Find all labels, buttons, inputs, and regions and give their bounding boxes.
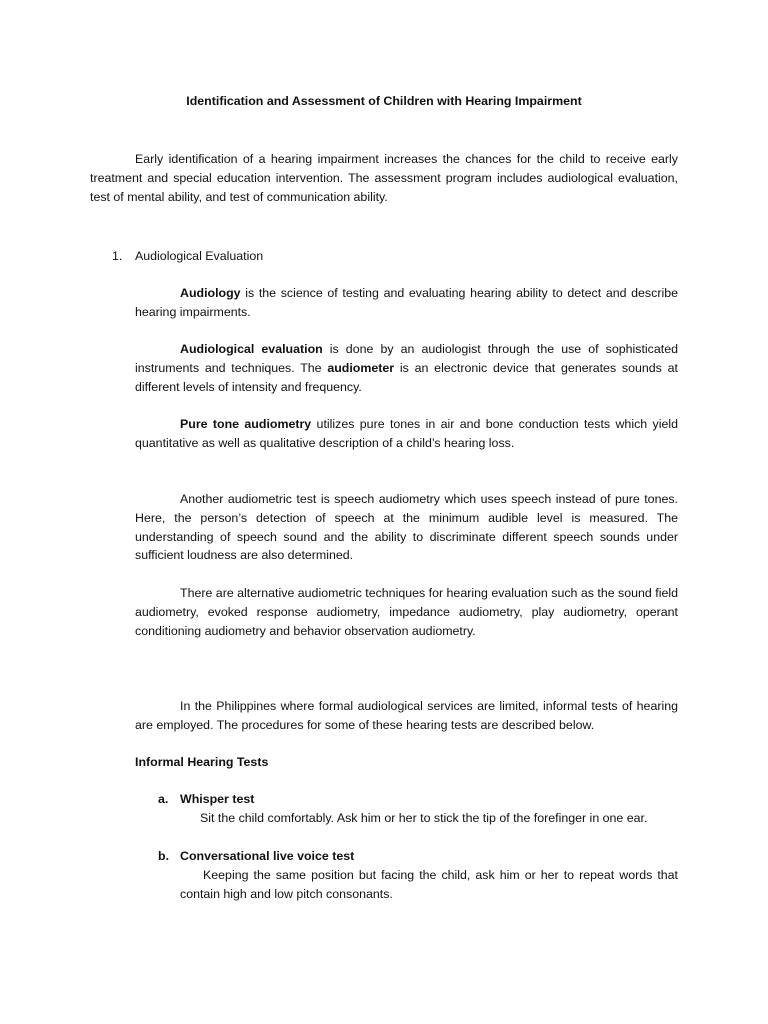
term-audiology: Audiology — [180, 286, 241, 300]
list-item-name: Conversational live voice test — [180, 849, 355, 863]
intro-text: Early identification of a hearing impairment increases the chances for the child to receive early treatment and special education intervention. The assessment program includes audiological evaluation, test of mental ability, and test of communication ability. — [90, 152, 678, 204]
informal-tests-heading: Informal Hearing Tests — [135, 755, 269, 769]
philippines-text: In the Philippines where formal audiological services are limited, informal tests of hearing are employed. The procedures for some of these hearing tests are described below. — [135, 699, 678, 732]
section-number: 1. — [112, 249, 123, 263]
audiology-text: is the science of testing and evaluating hearing ability to detect and describe hearing impairments. — [135, 286, 678, 319]
section-title: Audiological Evaluation — [135, 249, 264, 263]
pure-tone-text: utilizes pure tones in air and bone conduction tests which yield quantitative as well as qualitative description of a child’s hearing loss. — [135, 417, 679, 450]
paragraph-alternative-techniques — [135, 584, 678, 640]
list-item-conversational-test — [158, 847, 678, 903]
list-item-label: b. — [158, 849, 170, 863]
list-item-label: a. — [158, 792, 169, 806]
list-item-body — [158, 866, 678, 904]
document-title: Identification and Assessment of Children with Hearing Impairment — [186, 94, 582, 108]
list-item-text: Sit the child comfortably. Ask him or her to stick the tip of the forefinger in one ear. — [200, 810, 648, 825]
list-item-name: Whisper test — [180, 792, 255, 806]
list-item-whisper-test — [158, 790, 678, 828]
paragraph-pure-tone — [135, 415, 678, 453]
speech-text: Another audiometric test is speech audiometry which uses speech instead of pure tones. Here, the person’s detection of speech at the minimum audible level is measured. The understanding of speech sound and the ability to discriminate different speech sounds under sufficient loudness are also determined. — [135, 492, 678, 563]
paragraph-speech-audiometry — [135, 490, 678, 565]
list-item-text: Keeping the same position but facing the child, ask him or her to repeat words that contain high and low pitch consonants. — [180, 867, 678, 901]
alternative-text: There are alternative audiometric techniques for hearing evaluation such as the sound field audiometry, evoked response audiometry, impedance audiometry, play audiometry, operant conditioning audiometry and behavior observation audiometry. — [135, 586, 678, 638]
intro-paragraph — [90, 150, 678, 206]
list-item-body — [158, 809, 678, 828]
term-pure-tone-audiometry: Pure tone audiometry — [180, 417, 312, 431]
term-audiological-evaluation: Audiological evaluation — [180, 342, 323, 356]
eval-text-1: is done by an audiologist through the use of sophisticated instruments and techniques. The — [135, 342, 678, 375]
eval-text-2: is an electronic device that generates sounds at different levels of intensity and frequency. — [135, 360, 678, 394]
paragraph-philippines — [135, 697, 678, 735]
term-audiometer: audiometer — [327, 360, 395, 375]
section-heading-audiological-evaluation — [90, 247, 678, 266]
paragraph-audiology — [135, 284, 678, 322]
paragraph-audiological-evaluation — [135, 340, 678, 396]
